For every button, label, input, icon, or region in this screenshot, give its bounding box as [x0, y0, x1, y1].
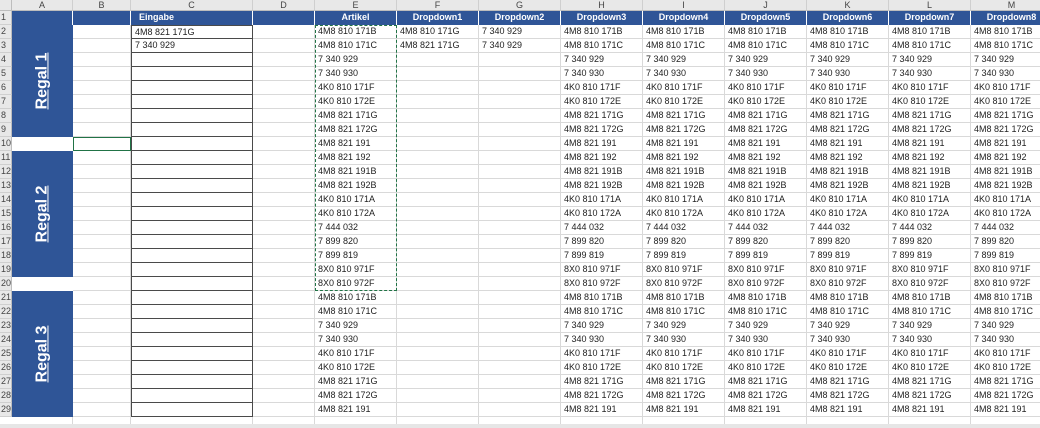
eingabe-cell[interactable]: [131, 249, 253, 263]
row-header-5[interactable]: 5: [0, 67, 12, 81]
eingabe-cell[interactable]: [131, 207, 253, 221]
artikel-cell[interactable]: 7 899 820: [318, 236, 359, 246]
dropdown2-cell[interactable]: 7 340 929: [482, 40, 523, 50]
dropdown8-cell[interactable]: 4M8 810 171B: [974, 26, 1033, 36]
artikel-cell[interactable]: 4M8 821 192B: [318, 180, 377, 190]
dropdown8-cell[interactable]: 4K0 810 172A: [974, 208, 1032, 218]
dropdown4-cell[interactable]: 4K0 810 172E: [646, 96, 704, 106]
eingabe-cell[interactable]: [131, 277, 253, 291]
row-header-29[interactable]: 29: [0, 403, 12, 417]
dropdown4-cell[interactable]: 4M8 821 191: [646, 138, 699, 148]
eingabe-cell[interactable]: [131, 67, 253, 81]
dropdown7-cell[interactable]: 4M8 810 171C: [892, 40, 952, 50]
dropdown8-cell[interactable]: 4M8 821 192B: [974, 180, 1033, 190]
dropdown7-cell[interactable]: 7 340 929: [892, 320, 933, 330]
dropdown3-cell[interactable]: 4M8 821 172G: [564, 390, 624, 400]
artikel-cell[interactable]: 7 340 929: [318, 320, 359, 330]
dropdown8-cell[interactable]: 4M8 821 192: [974, 152, 1027, 162]
dropdown3-cell[interactable]: 4K0 810 171F: [564, 82, 621, 92]
dropdown7-cell[interactable]: 7 340 930: [892, 334, 933, 344]
dropdown4-cell[interactable]: 4K0 810 172A: [646, 208, 704, 218]
row-header-16[interactable]: 16: [0, 221, 12, 235]
dropdown7-cell[interactable]: 7 899 819: [892, 250, 933, 260]
dropdown5-cell[interactable]: 7 444 032: [728, 222, 769, 232]
dropdown4-cell[interactable]: 4M8 821 191: [646, 404, 699, 414]
eingabe-cell[interactable]: [131, 193, 253, 207]
dropdown8-cell[interactable]: 4M8 821 171G: [974, 376, 1034, 386]
row-header-1[interactable]: 1: [0, 11, 12, 25]
artikel-cell[interactable]: 4M8 821 172G: [318, 124, 378, 134]
row-header-26[interactable]: 26: [0, 361, 12, 375]
dropdown6-cell[interactable]: 4M8 810 171C: [810, 306, 870, 316]
artikel-cell[interactable]: 4M8 821 171G: [318, 110, 378, 120]
dropdown4-cell[interactable]: 8X0 810 971F: [646, 264, 703, 274]
dropdown5-cell[interactable]: 4M8 810 171B: [728, 26, 787, 36]
row-header-15[interactable]: 15: [0, 207, 12, 221]
dropdown5-cell[interactable]: 7 340 929: [728, 320, 769, 330]
dropdown5-cell[interactable]: 8X0 810 972F: [728, 278, 785, 288]
dropdown8-cell[interactable]: 7 340 930: [974, 334, 1015, 344]
dropdown3-cell[interactable]: 4K0 810 172E: [564, 96, 622, 106]
eingabe-cell[interactable]: [131, 291, 253, 305]
dropdown3-cell[interactable]: 8X0 810 972F: [564, 278, 621, 288]
eingabe-cell[interactable]: [131, 221, 253, 235]
row-header-27[interactable]: 27: [0, 375, 12, 389]
row-header-21[interactable]: 21: [0, 291, 12, 305]
dropdown7-cell[interactable]: 7 340 929: [892, 54, 933, 64]
dropdown4-cell[interactable]: 4M8 810 171B: [646, 292, 705, 302]
dropdown6-cell[interactable]: 7 340 930: [810, 334, 851, 344]
dropdown7-cell[interactable]: 4M8 821 171G: [892, 110, 952, 120]
dropdown7-cell[interactable]: 4M8 810 171B: [892, 26, 951, 36]
dropdown3-cell[interactable]: 4M8 821 171G: [564, 110, 624, 120]
eingabe-cell[interactable]: 4M8 821 171G: [131, 25, 253, 39]
eingabe-cell[interactable]: [131, 389, 253, 403]
dropdown4-cell[interactable]: 7 340 929: [646, 54, 687, 64]
row-header-24[interactable]: 24: [0, 333, 12, 347]
dropdown8-cell[interactable]: 7 340 930: [974, 68, 1015, 78]
dropdown8-cell[interactable]: 4K0 810 171A: [974, 194, 1032, 204]
artikel-cell[interactable]: 4M8 810 171B: [318, 26, 377, 36]
eingabe-cell[interactable]: [131, 333, 253, 347]
header-dropdown6: Dropdown6: [807, 11, 889, 25]
dropdown5-cell[interactable]: 4M8 810 171B: [728, 292, 787, 302]
row-header-14[interactable]: 14: [0, 193, 12, 207]
eingabe-cell[interactable]: [131, 347, 253, 361]
column-header-h[interactable]: H: [561, 0, 643, 11]
dropdown3-cell[interactable]: 7 340 929: [564, 320, 605, 330]
column-header-j[interactable]: J: [725, 0, 807, 11]
artikel-cell[interactable]: 4M8 821 171G: [318, 376, 378, 386]
row-header-10[interactable]: 10: [0, 137, 12, 151]
dropdown4-cell[interactable]: 4M8 810 171B: [646, 26, 705, 36]
dropdown6-cell[interactable]: 7 340 929: [810, 320, 851, 330]
row-header-17[interactable]: 17: [0, 235, 12, 249]
dropdown8-cell[interactable]: 7 899 819: [974, 250, 1015, 260]
dropdown4-cell[interactable]: 7 899 820: [646, 236, 687, 246]
dropdown3-cell[interactable]: 4M8 821 192: [564, 152, 617, 162]
eingabe-cell[interactable]: [131, 179, 253, 193]
dropdown8-cell[interactable]: 4M8 821 191: [974, 138, 1027, 148]
dropdown8-cell[interactable]: 4M8 821 171G: [974, 110, 1034, 120]
dropdown4-cell[interactable]: 4K0 810 171F: [646, 348, 703, 358]
artikel-cell[interactable]: 4K0 810 171F: [318, 348, 375, 358]
dropdown6-cell[interactable]: 8X0 810 972F: [810, 278, 867, 288]
column-header-m[interactable]: M: [971, 0, 1040, 11]
dropdown7-cell[interactable]: 7 899 820: [892, 236, 933, 246]
header-dropdown2: Dropdown2: [479, 11, 561, 25]
dropdown3-cell[interactable]: 4M8 821 191B: [564, 166, 623, 176]
dropdown3-cell[interactable]: 4M8 821 172G: [564, 124, 624, 134]
dropdown4-cell[interactable]: 7 340 930: [646, 68, 687, 78]
dropdown6-cell[interactable]: 4K0 810 172E: [810, 96, 868, 106]
dropdown7-cell[interactable]: 4K0 810 171F: [892, 82, 949, 92]
dropdown6-cell[interactable]: 4M8 821 172G: [810, 390, 870, 400]
dropdown8-cell[interactable]: 7 899 820: [974, 236, 1015, 246]
dropdown5-cell[interactable]: 4M8 821 192B: [728, 180, 787, 190]
artikel-cell[interactable]: 4K0 810 171F: [318, 82, 375, 92]
dropdown7-cell[interactable]: 4M8 821 191B: [892, 166, 951, 176]
column-header-d[interactable]: D: [253, 0, 315, 11]
artikel-cell[interactable]: 4M8 821 191B: [318, 166, 377, 176]
dropdown5-cell[interactable]: 4M8 821 191: [728, 138, 781, 148]
dropdown6-cell[interactable]: 7 340 929: [810, 54, 851, 64]
dropdown7-cell[interactable]: 4M8 821 192: [892, 152, 945, 162]
column-header-e[interactable]: E: [315, 0, 397, 11]
dropdown6-cell[interactable]: 7 340 930: [810, 68, 851, 78]
regal-label-block: [12, 291, 73, 417]
dropdown7-cell[interactable]: 4K0 810 171A: [892, 194, 950, 204]
dropdown8-cell[interactable]: 8X0 810 972F: [974, 278, 1031, 288]
row-header-18[interactable]: 18: [0, 249, 12, 263]
dropdown3-cell[interactable]: 4M8 810 171B: [564, 26, 623, 36]
header-blank-a: [12, 11, 73, 25]
dropdown5-cell[interactable]: 4K0 810 171F: [728, 82, 785, 92]
dropdown6-cell[interactable]: 7 899 819: [810, 250, 851, 260]
dropdown3-cell[interactable]: 7 340 930: [564, 334, 605, 344]
artikel-cell[interactable]: 4K0 810 172E: [318, 96, 376, 106]
row-header-11[interactable]: 11: [0, 151, 12, 165]
eingabe-cell[interactable]: 7 340 929: [131, 39, 253, 53]
dropdown3-cell[interactable]: 4M8 821 191: [564, 138, 617, 148]
row-header-19[interactable]: 19: [0, 263, 12, 277]
dropdown5-cell[interactable]: 4M8 821 171G: [728, 376, 788, 386]
dropdown3-cell[interactable]: 4K0 810 171F: [564, 348, 621, 358]
dropdown4-cell[interactable]: 4M8 821 192B: [646, 180, 705, 190]
artikel-cell[interactable]: 7 340 929: [318, 54, 359, 64]
dropdown3-cell[interactable]: 4M8 821 191: [564, 404, 617, 414]
dropdown4-cell[interactable]: 4K0 810 171F: [646, 82, 703, 92]
dropdown6-cell[interactable]: 4M8 810 171B: [810, 292, 869, 302]
artikel-cell[interactable]: 4M8 821 192: [318, 152, 371, 162]
dropdown5-cell[interactable]: 4M8 810 171C: [728, 306, 788, 316]
eingabe-cell[interactable]: [131, 403, 253, 417]
dropdown3-cell[interactable]: 4M8 810 171B: [564, 292, 623, 302]
artikel-cell[interactable]: 4M8 810 171B: [318, 292, 377, 302]
dropdown5-cell[interactable]: 4M8 821 172G: [728, 390, 788, 400]
dropdown8-cell[interactable]: 7 340 929: [974, 54, 1015, 64]
dropdown4-cell[interactable]: 4M8 821 172G: [646, 390, 706, 400]
dropdown6-cell[interactable]: 4K0 810 172A: [810, 208, 868, 218]
eingabe-cell[interactable]: [131, 165, 253, 179]
column-header-b[interactable]: B: [73, 0, 131, 11]
eingabe-cell[interactable]: [131, 151, 253, 165]
dropdown7-cell[interactable]: 4M8 821 171G: [892, 376, 952, 386]
dropdown3-cell[interactable]: 4K0 810 172E: [564, 362, 622, 372]
artikel-cell[interactable]: 8X0 810 972F: [318, 278, 375, 288]
artikel-cell[interactable]: 8X0 810 971F: [318, 264, 375, 274]
dropdown5-cell[interactable]: 7 899 819: [728, 250, 769, 260]
dropdown8-cell[interactable]: 7 444 032: [974, 222, 1015, 232]
row10-gap: [12, 137, 73, 151]
regal-label-block: [12, 25, 73, 137]
dropdown3-cell[interactable]: 4K0 810 172A: [564, 208, 622, 218]
regal-label: Regal 2: [33, 185, 51, 243]
row20-gap: [12, 277, 73, 291]
dropdown3-cell[interactable]: 7 340 929: [564, 54, 605, 64]
dropdown7-cell[interactable]: 4M8 821 191: [892, 138, 945, 148]
select-all-corner[interactable]: [0, 0, 12, 11]
header-dropdown4: Dropdown4: [643, 11, 725, 25]
artikel-cell[interactable]: 7 340 930: [318, 68, 359, 78]
dropdown5-cell[interactable]: 4K0 810 172E: [728, 96, 786, 106]
dropdown8-cell[interactable]: 4M8 810 171C: [974, 40, 1034, 50]
column-header-f[interactable]: F: [397, 0, 479, 11]
copy-marquee: [315, 25, 397, 291]
row-header-8[interactable]: 8: [0, 109, 12, 123]
dropdown1-cell[interactable]: 4M8 821 171G: [400, 40, 460, 50]
artikel-cell[interactable]: 4K0 810 172A: [318, 208, 376, 218]
eingabe-cell[interactable]: [131, 109, 253, 123]
dropdown8-cell[interactable]: 8X0 810 971F: [974, 264, 1031, 274]
header-dropdown5: Dropdown5: [725, 11, 807, 25]
dropdown5-cell[interactable]: 7 899 820: [728, 236, 769, 246]
dropdown4-cell[interactable]: 4K0 810 171A: [646, 194, 704, 204]
dropdown6-cell[interactable]: 7 899 820: [810, 236, 851, 246]
dropdown4-cell[interactable]: 4M8 821 191B: [646, 166, 705, 176]
dropdown5-cell[interactable]: 4K0 810 172A: [728, 208, 786, 218]
dropdown8-cell[interactable]: 4M8 821 191: [974, 404, 1027, 414]
row-header-3[interactable]: 3: [0, 39, 12, 53]
artikel-cell[interactable]: 4M8 810 171C: [318, 306, 378, 316]
row-header-9[interactable]: 9: [0, 123, 12, 137]
row-header-28[interactable]: 28: [0, 389, 12, 403]
dropdown7-cell[interactable]: 4K0 810 172E: [892, 96, 950, 106]
dropdown3-cell[interactable]: 8X0 810 971F: [564, 264, 621, 274]
dropdown6-cell[interactable]: 4M8 821 191: [810, 404, 863, 414]
eingabe-cell[interactable]: [131, 235, 253, 249]
dropdown8-cell[interactable]: 7 340 929: [974, 320, 1015, 330]
dropdown6-cell[interactable]: 4M8 821 192B: [810, 180, 869, 190]
artikel-cell[interactable]: 4K0 810 171A: [318, 194, 376, 204]
dropdown7-cell[interactable]: 7 340 930: [892, 68, 933, 78]
dropdown7-cell[interactable]: 4K0 810 171F: [892, 348, 949, 358]
sheet-tab-bar: [0, 424, 1040, 428]
dropdown4-cell[interactable]: 4K0 810 172E: [646, 362, 704, 372]
header-blank-d: [253, 11, 315, 25]
dropdown3-cell[interactable]: 4M8 821 171G: [564, 376, 624, 386]
dropdown3-cell[interactable]: 4K0 810 171A: [564, 194, 622, 204]
dropdown7-cell[interactable]: 4M8 821 192B: [892, 180, 951, 190]
dropdown5-cell[interactable]: 4M8 821 192: [728, 152, 781, 162]
artikel-cell[interactable]: 4M8 821 191: [318, 138, 371, 148]
dropdown4-cell[interactable]: 4M8 821 171G: [646, 110, 706, 120]
dropdown5-cell[interactable]: 7 340 930: [728, 334, 769, 344]
dropdown7-cell[interactable]: 4K0 810 172E: [892, 362, 950, 372]
eingabe-cell[interactable]: [131, 53, 253, 67]
dropdown8-cell[interactable]: 4M8 821 172G: [974, 124, 1034, 134]
dropdown6-cell[interactable]: 4M8 810 171B: [810, 26, 869, 36]
dropdown5-cell[interactable]: 7 340 930: [728, 68, 769, 78]
header-dropdown3: Dropdown3: [561, 11, 643, 25]
header-blank-b: [73, 11, 131, 25]
dropdown6-cell[interactable]: 4K0 810 172E: [810, 362, 868, 372]
regal-label: Regal 1: [33, 52, 51, 110]
dropdown8-cell[interactable]: 4M8 821 172G: [974, 390, 1034, 400]
dropdown5-cell[interactable]: 4K0 810 171A: [728, 194, 786, 204]
dropdown3-cell[interactable]: 7 340 930: [564, 68, 605, 78]
dropdown7-cell[interactable]: 4M8 821 172G: [892, 124, 952, 134]
artikel-cell[interactable]: 4M8 810 171C: [318, 40, 378, 50]
dropdown8-cell[interactable]: 4M8 810 171C: [974, 306, 1034, 316]
eingabe-cell[interactable]: [131, 375, 253, 389]
dropdown5-cell[interactable]: 4M8 810 171C: [728, 40, 788, 50]
dropdown8-cell[interactable]: 4M8 810 171B: [974, 292, 1033, 302]
dropdown6-cell[interactable]: 4M8 821 171G: [810, 376, 870, 386]
row-header-2[interactable]: 2: [0, 25, 12, 39]
dropdown6-cell[interactable]: 4M8 821 191B: [810, 166, 869, 176]
dropdown7-cell[interactable]: 4M8 810 171B: [892, 292, 951, 302]
artikel-cell[interactable]: 7 899 819: [318, 250, 359, 260]
dropdown6-cell[interactable]: 4M8 821 172G: [810, 124, 870, 134]
row-header-12[interactable]: 12: [0, 165, 12, 179]
column-header-i[interactable]: I: [643, 0, 725, 11]
dropdown3-cell[interactable]: 4M8 821 192B: [564, 180, 623, 190]
eingabe-cell[interactable]: [131, 137, 253, 151]
eingabe-cell[interactable]: [131, 95, 253, 109]
eingabe-cell[interactable]: [131, 123, 253, 137]
regal-label: Regal 3: [33, 325, 51, 383]
dropdown5-cell[interactable]: 4M8 821 172G: [728, 124, 788, 134]
eingabe-cell[interactable]: [131, 305, 253, 319]
artikel-cell[interactable]: 4M8 821 172G: [318, 390, 378, 400]
artikel-cell[interactable]: 7 340 930: [318, 334, 359, 344]
row-header-7[interactable]: 7: [0, 95, 12, 109]
dropdown5-cell[interactable]: 4K0 810 171F: [728, 348, 785, 358]
dropdown1-cell[interactable]: 4M8 810 171G: [400, 26, 460, 36]
dropdown6-cell[interactable]: 4M8 821 192: [810, 152, 863, 162]
dropdown7-cell[interactable]: 4M8 821 172G: [892, 390, 952, 400]
header-dropdown7: Dropdown7: [889, 11, 971, 25]
dropdown7-cell[interactable]: 8X0 810 972F: [892, 278, 949, 288]
dropdown3-cell[interactable]: 7 899 820: [564, 236, 605, 246]
dropdown8-cell[interactable]: 4K0 810 172E: [974, 96, 1032, 106]
dropdown5-cell[interactable]: 4M8 821 171G: [728, 110, 788, 120]
eingabe-cell[interactable]: [131, 361, 253, 375]
dropdown5-cell[interactable]: 4K0 810 172E: [728, 362, 786, 372]
dropdown4-cell[interactable]: 4M8 821 172G: [646, 124, 706, 134]
dropdown3-cell[interactable]: 4M8 810 171C: [564, 40, 624, 50]
dropdown8-cell[interactable]: 4M8 821 191B: [974, 166, 1033, 176]
dropdown6-cell[interactable]: 4M8 821 171G: [810, 110, 870, 120]
active-cell-selection[interactable]: [73, 137, 131, 151]
row-header-23[interactable]: 23: [0, 319, 12, 333]
dropdown4-cell[interactable]: 7 899 819: [646, 250, 687, 260]
header-dropdown8: Dropdown8: [971, 11, 1040, 25]
column-header-k[interactable]: K: [807, 0, 889, 11]
dropdown4-cell[interactable]: 7 340 929: [646, 320, 687, 330]
dropdown8-cell[interactable]: 4K0 810 172E: [974, 362, 1032, 372]
row-header-20[interactable]: 20: [0, 277, 12, 291]
header-dropdown1: Dropdown1: [397, 11, 479, 25]
dropdown6-cell[interactable]: 4K0 810 171A: [810, 194, 868, 204]
dropdown4-cell[interactable]: 4M8 810 171C: [646, 40, 706, 50]
dropdown4-cell[interactable]: 4M8 821 192: [646, 152, 699, 162]
dropdown4-cell[interactable]: 4M8 810 171C: [646, 306, 706, 316]
eingabe-cell[interactable]: [131, 81, 253, 95]
eingabe-cell[interactable]: [131, 319, 253, 333]
dropdown3-cell[interactable]: 7 444 032: [564, 222, 605, 232]
header-eingabe: Eingabe: [131, 11, 253, 25]
dropdown7-cell[interactable]: 7 444 032: [892, 222, 933, 232]
column-header-g[interactable]: G: [479, 0, 561, 11]
dropdown7-cell[interactable]: 8X0 810 971F: [892, 264, 949, 274]
dropdown7-cell[interactable]: 4K0 810 172A: [892, 208, 950, 218]
artikel-cell[interactable]: 4K0 810 172E: [318, 362, 376, 372]
eingabe-cell[interactable]: [131, 263, 253, 277]
row-header-6[interactable]: 6: [0, 81, 12, 95]
dropdown6-cell[interactable]: 4M8 821 191: [810, 138, 863, 148]
dropdown4-cell[interactable]: 7 340 930: [646, 334, 687, 344]
dropdown4-cell[interactable]: 7 444 032: [646, 222, 687, 232]
dropdown5-cell[interactable]: 4M8 821 191B: [728, 166, 787, 176]
dropdown3-cell[interactable]: 7 899 819: [564, 250, 605, 260]
artikel-cell[interactable]: 4M8 821 191: [318, 404, 371, 414]
dropdown7-cell[interactable]: 4M8 821 191: [892, 404, 945, 414]
dropdown6-cell[interactable]: 8X0 810 971F: [810, 264, 867, 274]
row-header-22[interactable]: 22: [0, 305, 12, 319]
dropdown8-cell[interactable]: 4K0 810 171F: [974, 348, 1031, 358]
dropdown6-cell[interactable]: 7 444 032: [810, 222, 851, 232]
artikel-cell[interactable]: 7 444 032: [318, 222, 359, 232]
dropdown6-cell[interactable]: 4K0 810 171F: [810, 82, 867, 92]
header-artikel: Artikel: [315, 11, 397, 25]
row-header-25[interactable]: 25: [0, 347, 12, 361]
column-header-a[interactable]: A: [12, 0, 73, 11]
column-header-l[interactable]: L: [889, 0, 971, 11]
regal-label-block: [12, 151, 73, 277]
row-header-4[interactable]: 4: [0, 53, 12, 67]
dropdown5-cell[interactable]: 8X0 810 971F: [728, 264, 785, 274]
dropdown5-cell[interactable]: 4M8 821 191: [728, 404, 781, 414]
row-header-13[interactable]: 13: [0, 179, 12, 193]
dropdown7-cell[interactable]: 4M8 810 171C: [892, 306, 952, 316]
dropdown6-cell[interactable]: 4K0 810 171F: [810, 348, 867, 358]
dropdown2-cell[interactable]: 7 340 929: [482, 26, 523, 36]
dropdown3-cell[interactable]: 4M8 810 171C: [564, 306, 624, 316]
dropdown6-cell[interactable]: 4M8 810 171C: [810, 40, 870, 50]
column-header-c[interactable]: C: [131, 0, 253, 11]
dropdown5-cell[interactable]: 7 340 929: [728, 54, 769, 64]
dropdown8-cell[interactable]: 4K0 810 171F: [974, 82, 1031, 92]
dropdown4-cell[interactable]: 8X0 810 972F: [646, 278, 703, 288]
dropdown4-cell[interactable]: 4M8 821 171G: [646, 376, 706, 386]
